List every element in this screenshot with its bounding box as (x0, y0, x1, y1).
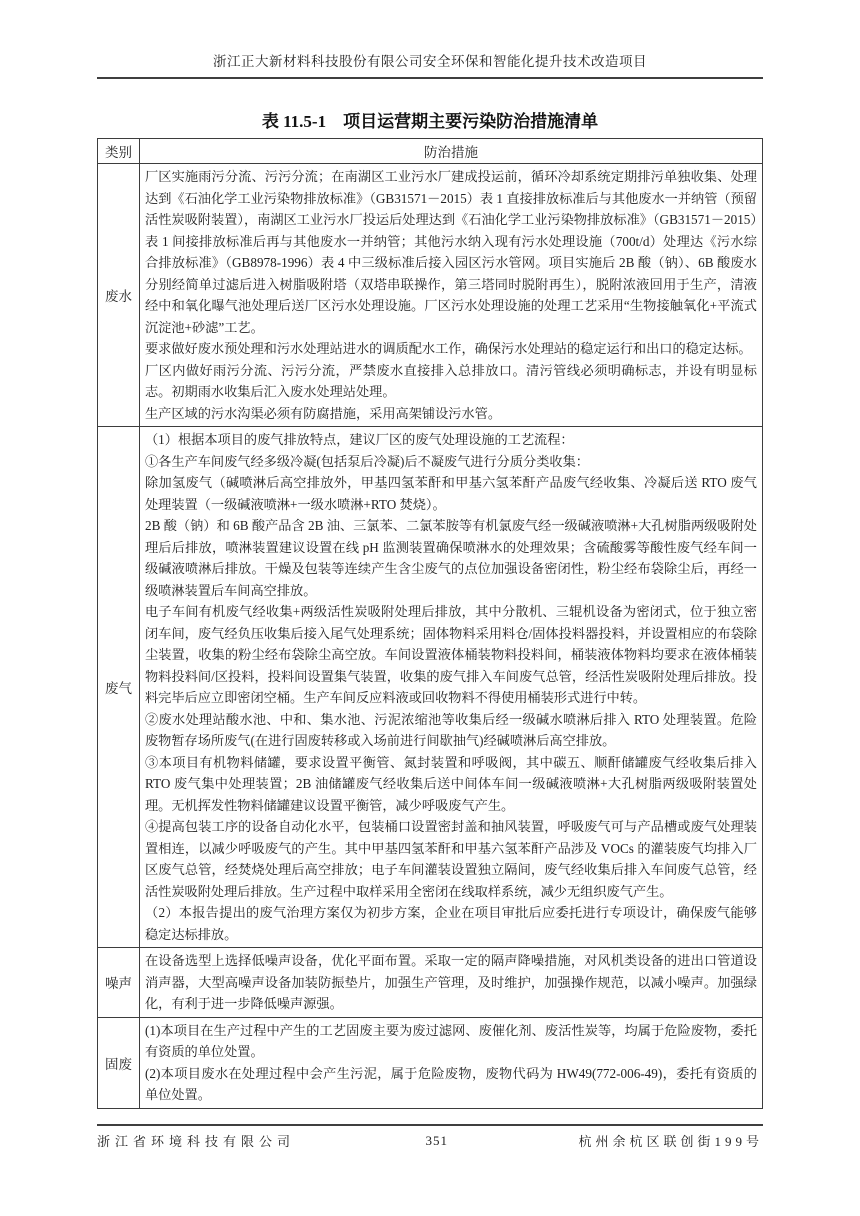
column-header-category: 类别 (98, 139, 140, 164)
measure-paragraph: （2）本报告提出的废气治理方案仅为初步方案，企业在项目审批后应委托进行专项设计，确保废气能够稳定达标排放。 (145, 905, 757, 942)
measure-paragraph: 2B 酸（钠）和 6B 酸产品含 2B 油、三氯苯、二氯苯胺等有机氯废气经一级碱液喷淋+大孔树脂两级吸附处理后后排放，喷淋装置建议设置在线 pH 监测装置确保喷淋水的处理效果；含硫酸雾等酸性废气经车间一级碱液喷淋后排放。干燥及包装等连续产生含尘废气的点位加强设备密闭性，粉尘经布袋除尘后，再经一级喷淋装置后车间高空排放。 (145, 518, 757, 598)
table-header-row (98, 139, 763, 164)
measure-paragraph: ②废水处理站酸水池、中和、集水池、污泥浓缩池等收集后经一级碱水喷淋后排入 RTO 处理装置。危险废物暂存场所废气(在进行固废转移或入场前进行间歇抽气)经碱喷淋后高空排放。 (145, 711, 757, 748)
footer-divider (97, 1124, 763, 1126)
measure-paragraph: 电子车间有机废气经收集+两级活性炭吸附处理后排放，其中分散机、三辊机设备为密闭式，位于独立密闭车间，废气经负压收集后接入尾气处理系统；固体物料采用料仓/固体投料器投料，并设置相应的布袋除尘装置，收集的粉尘经布袋除尘高空放。车间设置液体桶装物料投料间，桶装液体物料均要求在液体桶装物料投料间/区投料，投料间设置集气装置，收集的废气排入车间废气总管，经活性炭吸附处理后排放。投料完毕后应立即密闭空桶。生产车间反应料液或回收物料不得使用桶装形式进行中转。 (145, 604, 757, 705)
header-divider (97, 77, 763, 79)
measure-paragraph: 要求做好废水预处理和污水处理站进水的调质配水工作，确保污水处理站的稳定运行和出口的稳定达标。 (145, 341, 752, 356)
table-row-wastewater (98, 164, 763, 427)
measures-cell-noise (140, 948, 763, 1018)
page-footer (97, 1131, 763, 1150)
measure-paragraph: （1）根据本项目的废气排放特点，建议厂区的废气处理设施的工艺流程： (145, 432, 574, 447)
measure-paragraph: 生产区域的污水沟渠必须有防腐措施，采用高架铺设污水管。 (145, 405, 502, 421)
measures-cell-wastewater (140, 164, 763, 427)
page-header-title: 浙江正大新材料科技股份有限公司安全环保和智能化提升技术改造项目 (213, 54, 647, 69)
footer-company-name: 浙江省环境科技有限公司 (97, 1134, 296, 1149)
footer-page-number: 351 (425, 1132, 448, 1148)
measure-paragraph: 厂区内做好雨污分流、污污分流，严禁废水直接排入总排放口。清污管线必须明确标志，并设有明显标志。初期雨水收集后汇入废水处理站处理。 (145, 362, 757, 399)
measure-paragraph: ④提高包装工序的设备自动化水平，包装桶口设置密封盖和抽风装置，呼吸废气可与产品槽或废气处理装置相连，以减少呼吸废气的产生。其中甲基四氢苯酐和甲基六氢苯酐产品涉及 VOCs 的灌装废气均排入厂区废气总管，经焚烧处理后高空排放；电子车间灌装设置独立隔间，废气经收集后排入车间废气总管，经活性炭吸附处理后排放。生产过程中取样采用全密闭在线取样系统，减少无组织废气产生。 (145, 819, 757, 899)
measure-paragraph: 除加氢废气（碱喷淋后高空排放外，甲基四氢苯酐和甲基六氢苯酐产品废气经收集、冷凝后送 RTO 废气处理装置（一级碱液喷淋+一级水喷淋+RTO 焚烧）。 (145, 475, 757, 512)
measures-cell-waste-gas (140, 427, 763, 948)
measure-paragraph: 在设备选型上选择低噪声设备，优化平面布置。采取一定的隔声降噪措施，对风机类设备的进出口管道设消声器，大型高噪声设备加装防振垫片，加强生产管理，及时维护，加强操作规范，以减小噪声。加强绿化，有利于进一步降低噪声源强。 (145, 953, 757, 1011)
measures-cell-solid-waste (140, 1017, 763, 1108)
table-row-noise (98, 948, 763, 1018)
table-row-waste-gas (98, 427, 763, 948)
measure-paragraph: 厂区实施雨污分流、污污分流；在南湖区工业污水厂建成投运前，循环冷却系统定期排污单独收集、处理达到《石油化学工业污染物排放标准》（GB31571－2015）表 1 直接排放标准后与其他废水一并纳管（预留活性炭吸附装置），南湖区工业污水厂投运后处理达到《石油化学工业污染物排放标准》（GB31571－2015）表 1 间接排放标准后再与其他废水一并纳管；其他污水纳入现有污水处理设施（700t/d）处理达《污水综合排放标准》（GB8978-1996）表 4 中三级标准后接入园区污水管网。项目实施后 2B 酸（钠）、6B 酸废水分别经简单过滤后进入树脂吸附塔（双塔串联操作，第三塔同时脱附再生），脱附浓液回用于生产，清液经中和氧化曝气池处理后送厂区污水处理设施。厂区污水处理设施的处理工艺采用“生物接触氧化+平流式沉淀池+砂滤”工艺。 (145, 169, 757, 335)
table-row-solid-waste (98, 1017, 763, 1108)
column-header-measures: 防治措施 (140, 139, 763, 164)
category-label-noise: 噪声 (98, 948, 140, 1018)
category-label-wastewater: 废水 (98, 164, 140, 427)
pollution-measures-table (97, 138, 763, 1109)
measure-paragraph: ①各生产车间废气经多级冷凝(包括泵后冷凝)后不凝废气进行分质分类收集： (145, 453, 589, 469)
measure-paragraph: (1)本项目在生产过程中产生的工艺固废主要为废过滤网、废催化剂、废活性炭等，均属于危险废物，委托有资质的单位处置。 (145, 1022, 757, 1059)
measure-paragraph: (2)本项目废水在处理过程中会产生污泥，属于危险废物，废物代码为 HW49(772-006-49)，委托有资质的单位处置。 (145, 1065, 757, 1102)
measure-paragraph: ③本项目有机物料储罐，要求设置平衡管、氮封装置和呼吸阀，其中碳五、顺酐储罐废气经收集后排入 RTO 废气集中处理装置；2B 油储罐废气经收集后送中间体车间一级碱液喷淋+大孔树脂两级吸附装置处理。无机挥发性物料储罐建议设置平衡管，减少呼吸废气产生。 (145, 754, 757, 813)
category-label-solid-waste: 固废 (98, 1017, 140, 1108)
category-label-waste-gas: 废气 (98, 427, 140, 948)
footer-address: 杭州余杭区联创街199号 (578, 1134, 763, 1149)
table-title: 表 11.5-1 项目运营期主要污染防治措施清单 (261, 112, 599, 131)
